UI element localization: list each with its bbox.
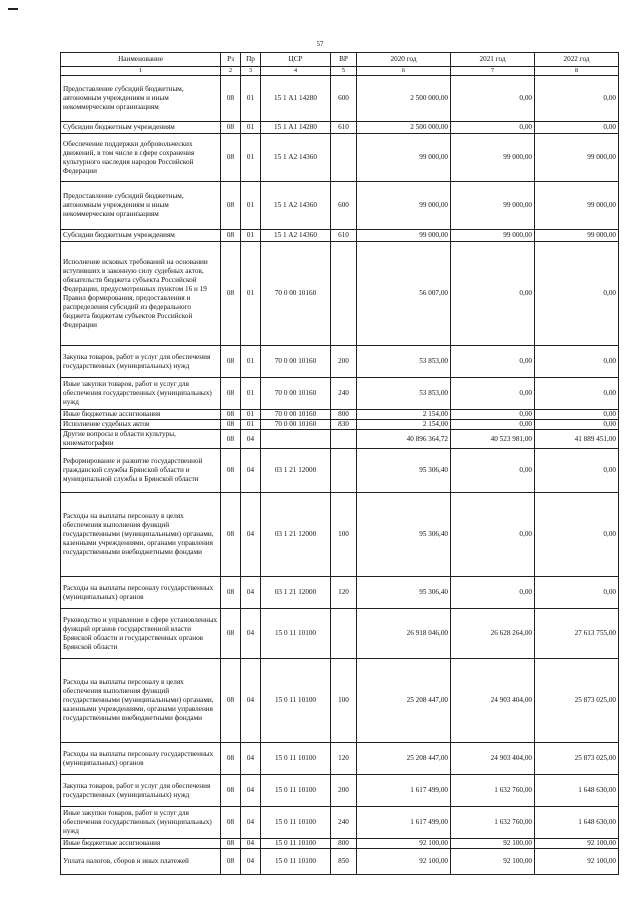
row-name-cell: Расходы на выплаты персоналу в целях обеспечения выполнения функций государственными (муниципальными) органами, казенными учреждениями, органами управления государственными внебюджетными фондами bbox=[61, 659, 221, 743]
row-amount-2021-cell: 1 632 760,00 bbox=[451, 775, 535, 807]
row-amount-2020-cell: 2 500 000,00 bbox=[357, 122, 451, 134]
row-pr-cell: 01 bbox=[241, 410, 261, 420]
col-index: 6 bbox=[357, 67, 451, 76]
row-vr-cell: 200 bbox=[331, 775, 357, 807]
col-index: 2 bbox=[221, 67, 241, 76]
col-index: 7 bbox=[451, 67, 535, 76]
row-amount-2022-cell: 92 100,00 bbox=[535, 849, 619, 875]
row-rz-cell: 08 bbox=[221, 420, 241, 430]
row-csr-cell: 70 0 00 10160 bbox=[261, 346, 331, 378]
page-number: 57 bbox=[316, 40, 324, 48]
row-amount-2021-cell: 0,00 bbox=[451, 493, 535, 577]
row-vr-cell: 120 bbox=[331, 577, 357, 609]
row-amount-2020-cell: 1 617 499,00 bbox=[357, 775, 451, 807]
row-name-cell: Расходы на выплаты персоналу в целях обеспечения выполнения функций государственными (муниципальными) органами, казенными учреждениями, органами управления государственными внебюджетными фондами bbox=[61, 493, 221, 577]
row-amount-2022-cell: 0,00 bbox=[535, 346, 619, 378]
row-name-cell: Расходы на выплаты персоналу государственных (муниципальных) органов bbox=[61, 577, 221, 609]
row-vr-cell bbox=[331, 242, 357, 346]
table-row bbox=[61, 378, 619, 410]
row-amount-2020-cell: 25 208 447,00 bbox=[357, 659, 451, 743]
table-row bbox=[61, 134, 619, 182]
row-amount-2020-cell: 92 100,00 bbox=[357, 839, 451, 849]
row-pr-cell: 01 bbox=[241, 230, 261, 242]
row-amount-2020-cell: 56 007,00 bbox=[357, 242, 451, 346]
row-rz-cell: 08 bbox=[221, 430, 241, 449]
col-header-2021: 2021 год bbox=[451, 53, 535, 67]
row-name-cell: Закупка товаров, работ и услуг для обеспечения государственных (муниципальных) нужд bbox=[61, 775, 221, 807]
row-pr-cell: 04 bbox=[241, 775, 261, 807]
row-name-cell: Уплата налогов, сборов и иных платежей bbox=[61, 849, 221, 875]
row-name-cell: Иные бюджетные ассигнования bbox=[61, 839, 221, 849]
row-csr-cell: 15 1 А2 14360 bbox=[261, 182, 331, 230]
row-amount-2021-cell: 0,00 bbox=[451, 122, 535, 134]
row-csr-cell: 03 1 21 12000 bbox=[261, 577, 331, 609]
row-name-cell: Иные закупки товаров, работ и услуг для обеспечения государственных (муниципальных) нужд bbox=[61, 378, 221, 410]
row-rz-cell: 08 bbox=[221, 449, 241, 493]
row-rz-cell: 08 bbox=[221, 609, 241, 659]
row-amount-2021-cell: 99 000,00 bbox=[451, 182, 535, 230]
row-amount-2022-cell: 0,00 bbox=[535, 577, 619, 609]
row-amount-2022-cell: 0,00 bbox=[535, 493, 619, 577]
table-row bbox=[61, 849, 619, 875]
row-csr-cell: 15 0 11 10100 bbox=[261, 609, 331, 659]
row-amount-2020-cell: 95 306,40 bbox=[357, 493, 451, 577]
row-rz-cell: 08 bbox=[221, 134, 241, 182]
row-amount-2021-cell: 26 628 264,00 bbox=[451, 609, 535, 659]
row-amount-2020-cell: 53 853,00 bbox=[357, 346, 451, 378]
row-vr-cell: 830 bbox=[331, 420, 357, 430]
row-amount-2022-cell: 0,00 bbox=[535, 378, 619, 410]
row-pr-cell: 01 bbox=[241, 378, 261, 410]
row-amount-2022-cell: 1 648 630,00 bbox=[535, 775, 619, 807]
row-vr-cell: 800 bbox=[331, 839, 357, 849]
row-amount-2020-cell: 95 306,40 bbox=[357, 449, 451, 493]
row-pr-cell: 01 bbox=[241, 420, 261, 430]
row-vr-cell: 200 bbox=[331, 346, 357, 378]
row-vr-cell: 800 bbox=[331, 410, 357, 420]
row-amount-2022-cell: 99 000,00 bbox=[535, 182, 619, 230]
row-rz-cell: 08 bbox=[221, 76, 241, 122]
row-vr-cell bbox=[331, 609, 357, 659]
row-rz-cell: 08 bbox=[221, 775, 241, 807]
row-csr-cell: 15 0 11 10100 bbox=[261, 659, 331, 743]
table-row bbox=[61, 76, 619, 122]
column-index-row bbox=[61, 67, 619, 76]
row-pr-cell: 04 bbox=[241, 659, 261, 743]
row-vr-cell: 240 bbox=[331, 378, 357, 410]
row-vr-cell: 600 bbox=[331, 182, 357, 230]
row-amount-2020-cell: 92 100,00 bbox=[357, 849, 451, 875]
row-rz-cell: 08 bbox=[221, 242, 241, 346]
row-pr-cell: 04 bbox=[241, 577, 261, 609]
row-amount-2021-cell: 0,00 bbox=[451, 410, 535, 420]
row-csr-cell: 15 1 А1 14280 bbox=[261, 122, 331, 134]
row-csr-cell: 70 0 00 10160 bbox=[261, 420, 331, 430]
row-csr-cell: 15 1 А1 14280 bbox=[261, 76, 331, 122]
row-amount-2022-cell: 25 873 025,00 bbox=[535, 659, 619, 743]
row-vr-cell bbox=[331, 430, 357, 449]
row-name-cell: Другие вопросы в области культуры, кинематографии bbox=[61, 430, 221, 449]
table-row bbox=[61, 410, 619, 420]
row-vr-cell: 240 bbox=[331, 807, 357, 839]
row-amount-2022-cell: 99 000,00 bbox=[535, 134, 619, 182]
table-row bbox=[61, 242, 619, 346]
row-amount-2021-cell: 24 903 404,00 bbox=[451, 659, 535, 743]
table-row bbox=[61, 743, 619, 775]
row-amount-2022-cell: 41 889 451,00 bbox=[535, 430, 619, 449]
table-row bbox=[61, 775, 619, 807]
header-row bbox=[61, 53, 619, 67]
row-name-cell: Исполнение судебных актов bbox=[61, 420, 221, 430]
row-amount-2022-cell: 25 873 025,00 bbox=[535, 743, 619, 775]
row-amount-2020-cell: 40 896 364,72 bbox=[357, 430, 451, 449]
row-amount-2022-cell: 0,00 bbox=[535, 242, 619, 346]
row-name-cell: Субсидии бюджетным учреждениям bbox=[61, 122, 221, 134]
row-name-cell: Предоставление субсидий бюджетным, автономным учреждениям и иным некоммерческим организациям bbox=[61, 76, 221, 122]
table-row bbox=[61, 182, 619, 230]
row-rz-cell: 08 bbox=[221, 122, 241, 134]
row-pr-cell: 01 bbox=[241, 182, 261, 230]
row-name-cell: Иные закупки товаров, работ и услуг для обеспечения государственных (муниципальных) нужд bbox=[61, 807, 221, 839]
row-name-cell: Иные бюджетные ассигнования bbox=[61, 410, 221, 420]
row-amount-2021-cell: 0,00 bbox=[451, 420, 535, 430]
row-pr-cell: 01 bbox=[241, 122, 261, 134]
row-csr-cell: 15 0 11 10100 bbox=[261, 839, 331, 849]
row-vr-cell bbox=[331, 449, 357, 493]
row-amount-2020-cell: 25 208 447,00 bbox=[357, 743, 451, 775]
row-amount-2020-cell: 99 000,00 bbox=[357, 182, 451, 230]
row-rz-cell: 08 bbox=[221, 182, 241, 230]
row-amount-2022-cell: 0,00 bbox=[535, 410, 619, 420]
row-amount-2021-cell: 0,00 bbox=[451, 346, 535, 378]
row-csr-cell bbox=[261, 430, 331, 449]
col-header-pr: Пр bbox=[241, 53, 261, 67]
row-amount-2020-cell: 53 853,00 bbox=[357, 378, 451, 410]
row-amount-2020-cell: 2 154,00 bbox=[357, 420, 451, 430]
row-rz-cell: 08 bbox=[221, 378, 241, 410]
row-name-cell: Закупка товаров, работ и услуг для обеспечения государственных (муниципальных) нужд bbox=[61, 346, 221, 378]
row-csr-cell: 15 1 А2 14360 bbox=[261, 230, 331, 242]
row-pr-cell: 04 bbox=[241, 449, 261, 493]
col-index: 5 bbox=[331, 67, 357, 76]
row-amount-2021-cell: 0,00 bbox=[451, 242, 535, 346]
row-vr-cell: 600 bbox=[331, 76, 357, 122]
row-amount-2022-cell: 0,00 bbox=[535, 76, 619, 122]
row-amount-2020-cell: 95 306,40 bbox=[357, 577, 451, 609]
col-header-rz: Рз bbox=[221, 53, 241, 67]
row-amount-2022-cell: 27 613 755,00 bbox=[535, 609, 619, 659]
table-row bbox=[61, 807, 619, 839]
row-pr-cell: 01 bbox=[241, 346, 261, 378]
table-row bbox=[61, 420, 619, 430]
row-csr-cell: 70 0 00 10160 bbox=[261, 242, 331, 346]
row-amount-2022-cell: 0,00 bbox=[535, 420, 619, 430]
row-name-cell: Реформирование и развитие государственной гражданской службы Брянской области и муниципальной службы в Брянской области bbox=[61, 449, 221, 493]
row-rz-cell: 08 bbox=[221, 839, 241, 849]
row-name-cell: Руководство и управление в сфере установленных функций органов государственной власти Брянской области и государственных органов Брянской области bbox=[61, 609, 221, 659]
row-pr-cell: 04 bbox=[241, 743, 261, 775]
row-name-cell: Исполнение исковых требований на основании вступивших в законную силу судебных актов, обязательств бюджета субъекта Российской Федерации, предусмотренных пунктом 16 и 19 Правил формирования, предоставления и распределения субсидий из федерального бюджета бюджетам субъектов Российской Федерации bbox=[61, 242, 221, 346]
row-pr-cell: 04 bbox=[241, 493, 261, 577]
table-row bbox=[61, 839, 619, 849]
row-amount-2020-cell: 2 154,00 bbox=[357, 410, 451, 420]
row-amount-2021-cell: 99 000,00 bbox=[451, 230, 535, 242]
row-vr-cell: 120 bbox=[331, 743, 357, 775]
row-csr-cell: 03 1 21 12000 bbox=[261, 493, 331, 577]
row-rz-cell: 08 bbox=[221, 577, 241, 609]
col-header-2020: 2020 год bbox=[357, 53, 451, 67]
row-vr-cell: 610 bbox=[331, 122, 357, 134]
row-name-cell: Субсидии бюджетным учреждениям bbox=[61, 230, 221, 242]
table-row bbox=[61, 430, 619, 449]
row-amount-2021-cell: 92 100,00 bbox=[451, 839, 535, 849]
row-vr-cell: 610 bbox=[331, 230, 357, 242]
row-amount-2022-cell: 0,00 bbox=[535, 449, 619, 493]
row-amount-2020-cell: 26 918 046,00 bbox=[357, 609, 451, 659]
col-header-csr: ЦСР bbox=[261, 53, 331, 67]
table-row bbox=[61, 577, 619, 609]
row-amount-2021-cell: 0,00 bbox=[451, 76, 535, 122]
row-pr-cell: 04 bbox=[241, 849, 261, 875]
row-amount-2021-cell: 24 903 404,00 bbox=[451, 743, 535, 775]
row-pr-cell: 04 bbox=[241, 430, 261, 449]
row-amount-2022-cell: 92 100,00 bbox=[535, 839, 619, 849]
col-index: 3 bbox=[241, 67, 261, 76]
row-rz-cell: 08 bbox=[221, 230, 241, 242]
row-amount-2020-cell: 99 000,00 bbox=[357, 134, 451, 182]
row-rz-cell: 08 bbox=[221, 849, 241, 875]
row-name-cell: Предоставление субсидий бюджетным, автономным учреждениям и иным некоммерческим организациям bbox=[61, 182, 221, 230]
row-amount-2020-cell: 99 000,00 bbox=[357, 230, 451, 242]
table-row bbox=[61, 449, 619, 493]
table-row bbox=[61, 609, 619, 659]
table-row bbox=[61, 493, 619, 577]
row-csr-cell: 15 0 11 10100 bbox=[261, 743, 331, 775]
row-amount-2022-cell: 1 648 630,00 bbox=[535, 807, 619, 839]
table-row bbox=[61, 122, 619, 134]
budget-table bbox=[60, 52, 619, 875]
row-csr-cell: 15 1 А2 14360 bbox=[261, 134, 331, 182]
row-vr-cell: 100 bbox=[331, 659, 357, 743]
row-pr-cell: 04 bbox=[241, 839, 261, 849]
row-name-cell: Обеспечение поддержки добровольческих движений, в том числе в сфере сохранения культурного наследия народов Российской Федерации bbox=[61, 134, 221, 182]
row-name-cell: Расходы на выплаты персоналу государственных (муниципальных) органов bbox=[61, 743, 221, 775]
row-amount-2020-cell: 1 617 499,00 bbox=[357, 807, 451, 839]
col-header-name: Наименование bbox=[61, 53, 221, 67]
row-rz-cell: 08 bbox=[221, 659, 241, 743]
row-rz-cell: 08 bbox=[221, 410, 241, 420]
row-amount-2021-cell: 0,00 bbox=[451, 378, 535, 410]
row-pr-cell: 04 bbox=[241, 807, 261, 839]
row-rz-cell: 08 bbox=[221, 346, 241, 378]
row-csr-cell: 03 1 21 12000 bbox=[261, 449, 331, 493]
row-amount-2021-cell: 1 632 760,00 bbox=[451, 807, 535, 839]
scan-corner-mark bbox=[8, 8, 18, 10]
row-amount-2021-cell: 92 100,00 bbox=[451, 849, 535, 875]
row-csr-cell: 15 0 11 10100 bbox=[261, 807, 331, 839]
row-pr-cell: 04 bbox=[241, 609, 261, 659]
row-amount-2020-cell: 2 500 000,00 bbox=[357, 76, 451, 122]
table-row bbox=[61, 659, 619, 743]
row-amount-2021-cell: 0,00 bbox=[451, 449, 535, 493]
col-index: 4 bbox=[261, 67, 331, 76]
row-amount-2022-cell: 99 000,00 bbox=[535, 230, 619, 242]
row-rz-cell: 08 bbox=[221, 807, 241, 839]
col-header-vr: ВР bbox=[331, 53, 357, 67]
col-index: 8 bbox=[535, 67, 619, 76]
row-amount-2021-cell: 99 000,00 bbox=[451, 134, 535, 182]
col-index: 1 bbox=[61, 67, 221, 76]
row-amount-2021-cell: 40 523 981,00 bbox=[451, 430, 535, 449]
row-pr-cell: 01 bbox=[241, 76, 261, 122]
row-vr-cell bbox=[331, 134, 357, 182]
table-row bbox=[61, 346, 619, 378]
row-rz-cell: 08 bbox=[221, 493, 241, 577]
row-csr-cell: 15 0 11 10100 bbox=[261, 849, 331, 875]
col-header-2022: 2022 год bbox=[535, 53, 619, 67]
row-csr-cell: 70 0 00 10160 bbox=[261, 410, 331, 420]
table-row bbox=[61, 230, 619, 242]
row-pr-cell: 01 bbox=[241, 242, 261, 346]
row-rz-cell: 08 bbox=[221, 743, 241, 775]
row-vr-cell: 850 bbox=[331, 849, 357, 875]
row-csr-cell: 15 0 11 10100 bbox=[261, 775, 331, 807]
row-pr-cell: 01 bbox=[241, 134, 261, 182]
row-csr-cell: 70 0 00 10160 bbox=[261, 378, 331, 410]
row-amount-2021-cell: 0,00 bbox=[451, 577, 535, 609]
row-amount-2022-cell: 0,00 bbox=[535, 122, 619, 134]
row-vr-cell: 100 bbox=[331, 493, 357, 577]
